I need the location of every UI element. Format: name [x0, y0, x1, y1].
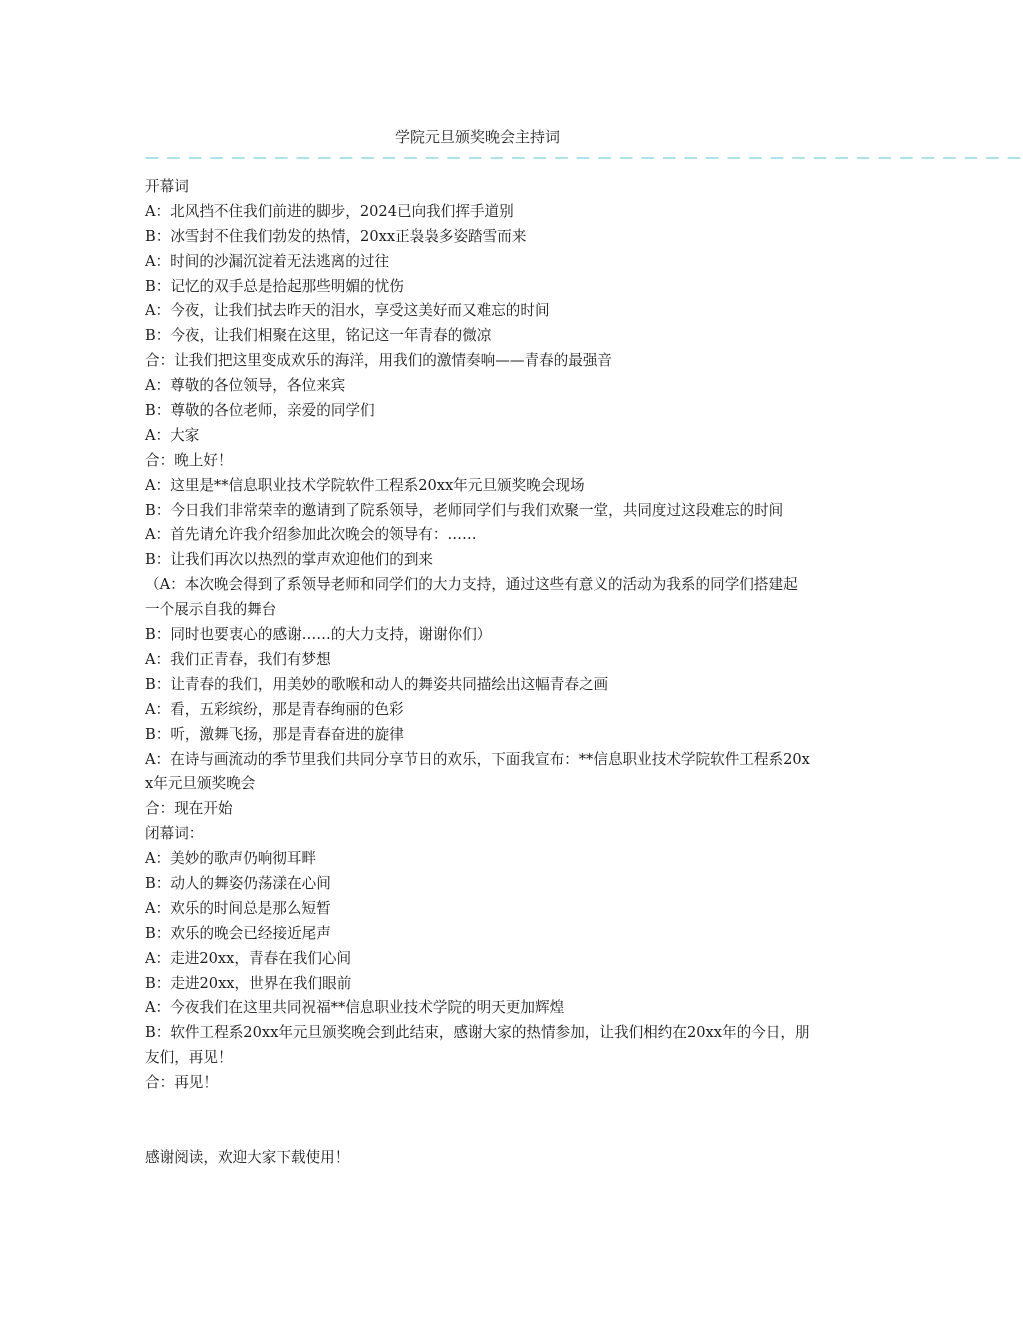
- script-line: B：今日我们非常荣幸的邀请到了院系领导，老师同学们与我们欢聚一堂，共同度过这段难忘的时间: [145, 501, 784, 519]
- script-line: B：让我们再次以热烈的掌声欢迎他们的到来: [145, 551, 434, 569]
- section-heading-opening: 开幕词: [145, 178, 189, 195]
- script-line: A：今夜，让我们拭去昨天的泪水，享受这美好而又难忘的时间: [145, 302, 550, 320]
- script-line: A：看，五彩缤纷，那是青春绚丽的色彩: [145, 700, 404, 718]
- script-line: B：让青春的我们，用美妙的歌喉和动人的舞姿共同描绘出这幅青春之画: [145, 675, 609, 693]
- script-line: B：同时也要衷心的感谢……的大力支持，谢谢你们）: [145, 626, 492, 644]
- spacer: [145, 1096, 810, 1146]
- script-line: A：北风挡不住我们前进的脚步，2024已向我们挥手道别: [145, 202, 514, 220]
- script-line: A：首先请允许我介绍参加此次晚会的领导有：……: [145, 526, 477, 544]
- script-line: B：尊敬的各位老师，亲爱的同学们: [145, 402, 375, 420]
- script-line: B：听，激舞飞扬，那是青春奋进的旋律: [145, 725, 404, 743]
- script-line: A：尊敬的各位领导，各位来宾: [145, 377, 346, 395]
- script-line: 合：让我们把这里变成欢乐的海洋，用我们的激情奏响——青春的最强音: [145, 352, 613, 370]
- title-divider: — — — — — — — — — — — — — — — — — — — — — — — — — — — — — — — — — — — — — — — — —: [145, 150, 1023, 166]
- script-line: A：时间的沙漏沉淀着无法逃离的过往: [145, 252, 390, 270]
- script-line: B：冰雪封不住我们勃发的热情，20xx正袅袅多姿踏雪而来: [145, 227, 527, 245]
- script-line: 合：现在开始: [145, 800, 233, 818]
- script-line: A：这里是**信息职业技术学院软件工程系20xx年元旦颁奖晚会现场: [145, 476, 585, 494]
- script-line: A：在诗与画流动的季节里我们共同分享节日的欢乐，下面我宣布：**信息职业技术学院软件工程系20xx年元旦颁奖晚会: [145, 750, 810, 793]
- script-line: B：动人的舞姿仍荡漾在心间: [145, 875, 331, 893]
- script-line: B：记忆的双手总是拾起那些明媚的忧伤: [145, 277, 404, 295]
- document-title: 学院元旦颁奖晚会主持词: [394, 128, 560, 146]
- script-line: 合：晚上好！: [145, 451, 233, 469]
- script-line: A：我们正青春，我们有梦想: [145, 650, 331, 668]
- section-heading-closing: 闭幕词：: [145, 825, 204, 843]
- script-line: B：走进20xx，世界在我们眼前: [145, 974, 352, 992]
- script-line: A：美妙的歌声仍响彻耳畔: [145, 850, 317, 868]
- footer-note: 感谢阅读，欢迎大家下载使用！: [145, 1148, 350, 1166]
- script-line: A：走进20xx，青春在我们心间: [145, 949, 352, 967]
- script-line: B：软件工程系20xx年元旦颁奖晚会到此结束，感谢大家的热情参加，让我们相约在20xx年的今日，朋友们，再见！: [145, 1024, 810, 1067]
- script-line: B：欢乐的晚会已经接近尾声: [145, 924, 331, 942]
- script-line: 合：再见！: [145, 1074, 218, 1092]
- script-line: A：今夜我们在这里共同祝福**信息职业技术学院的明天更加辉煌: [145, 999, 565, 1017]
- document-body: [145, 175, 810, 1171]
- script-line: B：今夜，让我们相聚在这里，铭记这一年青春的微凉: [145, 327, 492, 345]
- script-line: A：欢乐的时间总是那么短暂: [145, 899, 331, 917]
- script-line: （A：本次晚会得到了系领导老师和同学们的大力支持，通过这些有意义的活动为我系的同学们搭建起一个展示自我的舞台: [145, 576, 798, 619]
- script-line: A：大家: [145, 426, 200, 444]
